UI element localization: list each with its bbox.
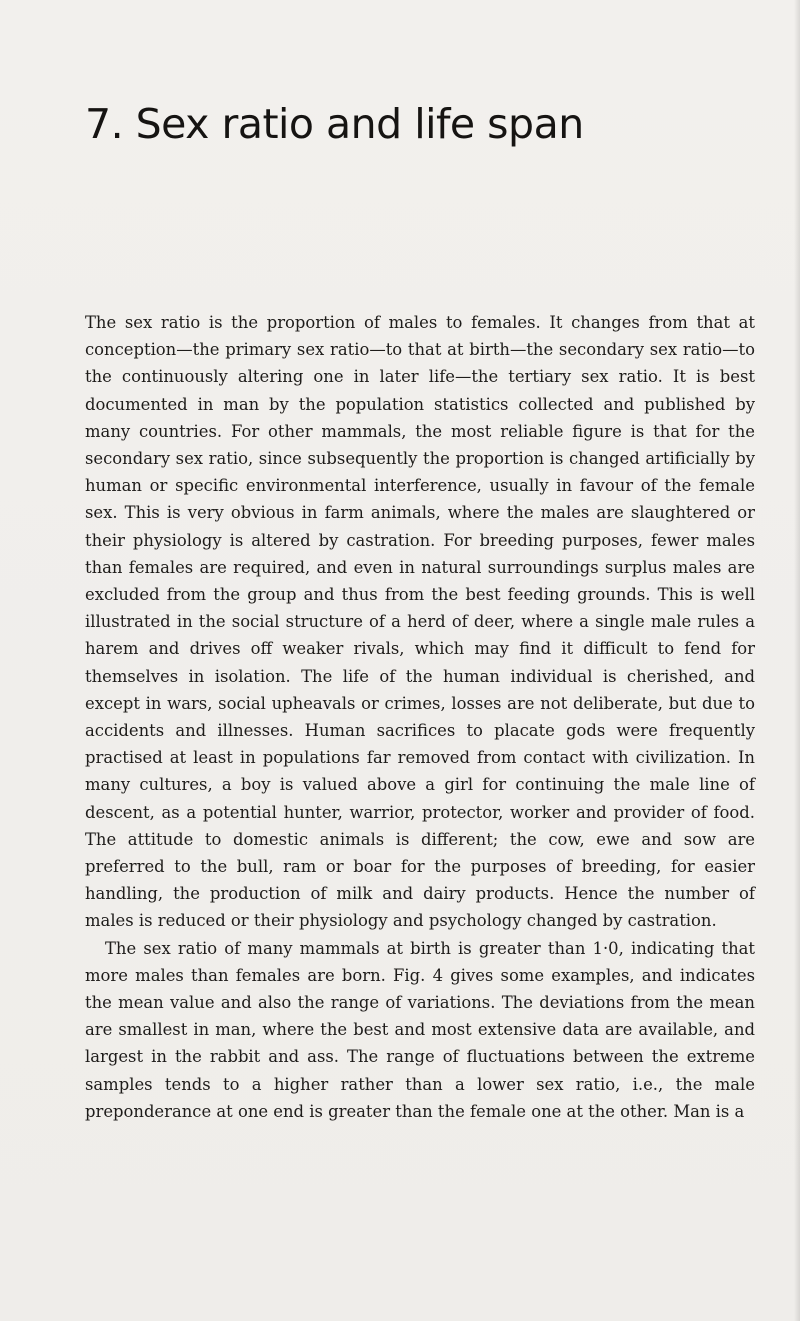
paragraph-1: The sex ratio is the proportion of males to females. It changes from that at conception—the primary sex ratio—to that at birth—the secondary sex ratio—to the continuously altering one in later life—the tertiary sex ratio. It is best documented in man by the population statistics collected and published by many countries. For other mammals, the most reliable figure is that for the secondary sex ratio, since subsequently the proportion is changed artificially by human or specific environmental interference, usually in favour of the female sex. This is very obvious in farm animals, where the males are slaughtered or their physiology is altered by castration. For breeding purposes, fewer males than females are required, and even in natural surroundings surplus males are excluded from the group and thus from the best feeding grounds. This is well illustrated in the social structure of a herd of deer, where a single male rules a harem and drives off weaker rivals, which may find it difficult to fend for themselves in isolation. The life of the human individual is cherished, and except in wars, social upheavals or crimes, losses are not deliberate, but due to accidents and illnesses. Human sacrifices to placate gods were frequently practised at least in populations far removed from contact with civilization. In many cultures, a boy is valued above a girl for continuing the male line of descent, as a potential hunter, warrior, protector, worker and provider of food. The attitude to domestic animals is different; the cow, ewe and sow are preferred to the bull, ram or boar for the purposes of breeding, for easier handling, the production of milk and dairy products. Hence the number of males is reduced or their physiology and psychology changed by castration. — [85, 313, 755, 931]
chapter-title: 7. Sex ratio and life span — [85, 100, 584, 148]
chapter-body — [85, 309, 755, 1125]
page-edge-shadow — [794, 0, 800, 1321]
paragraph-2: The sex ratio of many mammals at birth is greater than 1·0, indicating that more males than females are born. Fig. 4 gives some examples, and indicates the mean value and also the range of variations. The deviations from the mean are smallest in man, where the best and most extensive data are available, and largest in the rabbit and ass. The range of fluctuations between the extreme samples tends to a higher rather than a lower sex ratio, i.e., the male preponderance at one end is greater than the female one at the other. Man is a — [85, 938, 755, 1121]
